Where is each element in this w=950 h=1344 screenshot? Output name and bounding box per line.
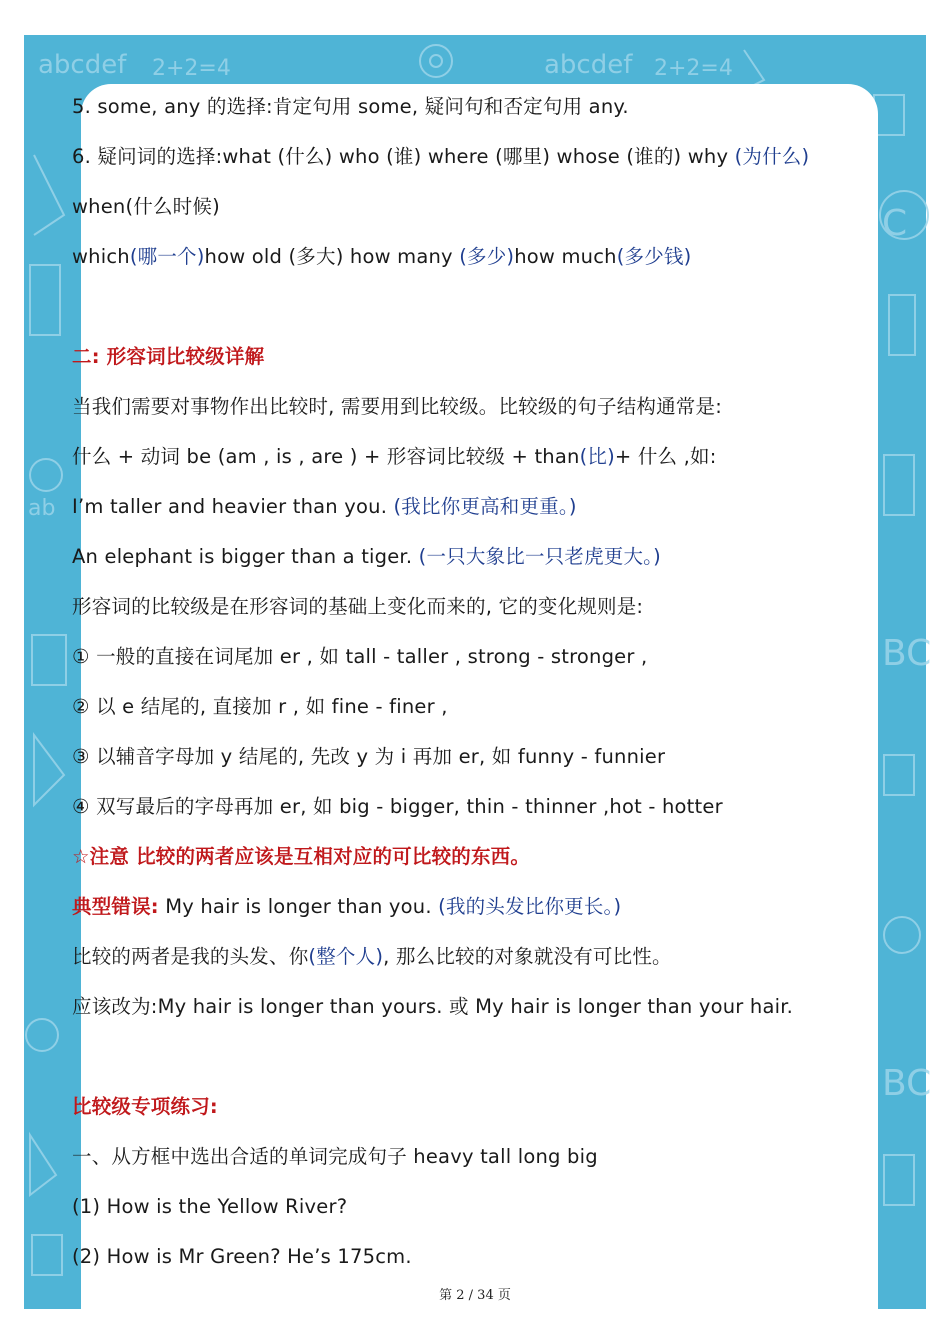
exercise-question <box>72 1232 872 1282</box>
svg-text:2+2=4: 2+2=4 <box>152 56 231 81</box>
translation-text: (哪一个) <box>129 245 205 268</box>
translation-text: (比) <box>579 445 615 468</box>
translation-text: (整个人) <box>308 945 384 968</box>
line-question-words: 6. 疑问词的选择:what (什么) who (谁) where (哪里) whose (谁的) why <box>72 145 735 168</box>
paragraph: 当我们需要对事物作出比较时, 需要用到比较级。比较级的句子结构通常是: <box>72 395 722 418</box>
error-example <box>72 882 872 932</box>
text-line <box>72 232 872 282</box>
text-fragment: ③ 以辅音字母加 y 结尾的, 先改 y 为 i 再加 er, 如 funny - funnier <box>72 745 666 768</box>
text-line <box>72 982 872 1032</box>
svg-text:C: C <box>882 203 908 244</box>
text-line <box>72 132 872 182</box>
translation-text: (我的头发比你更长。) <box>438 895 622 918</box>
text-fragment: ④ 双写最后的字母再加 er, 如 big - bigger, thin - thinner ,hot - hotter <box>72 795 723 818</box>
exercise-instruction: 一、从方框中选出合适的单词完成句子 heavy tall long big <box>72 1145 598 1168</box>
line-some-any: 5. some, any 的选择:肯定句用 some, 疑问句和否定句用 any. <box>72 95 629 118</box>
svg-text:2+2=4: 2+2=4 <box>654 56 733 81</box>
text-fragment: 什么 + 动词 be (am , is , are ) + 形容词比较级 + than <box>72 445 580 468</box>
note-heading: ☆注意 比较的两者应该是互相对应的可比较的东西。 <box>72 845 531 868</box>
section-heading: 二: 形容词比较级详解 <box>72 345 265 368</box>
translation-text: (我比你更高和更重。) <box>393 495 577 518</box>
translation-text: (多少钱) <box>616 245 692 268</box>
exercise-heading: 比较级专项练习: <box>72 1095 218 1118</box>
text-fragment: + 什么 ,如: <box>614 445 717 468</box>
paragraph: 形容词的比较级是在形容词的基础上变化而来的, 它的变化规则是: <box>72 595 644 618</box>
text-fragment: ② 以 e 结尾的, 直接加 r , 如 fine - finer , <box>72 695 448 718</box>
error-label: 典型错误: <box>72 895 159 918</box>
text-fragment: how old (多大) how many <box>204 245 460 268</box>
exercise-question <box>72 1182 872 1232</box>
paragraph: 应该改为:My hair is longer than yours. 或 My hair is longer than your hair. <box>72 995 794 1018</box>
rule-item <box>72 732 872 782</box>
text-fragment: 比较的两者是我的头发、你 <box>72 945 309 968</box>
rule-item <box>72 632 872 682</box>
rule-item <box>72 782 872 832</box>
text-fragment: which <box>72 245 130 268</box>
text-fragment: (1) How is the Yellow River? <box>72 1195 348 1218</box>
translation-text: (为什么) <box>734 145 810 168</box>
line-when: when(什么时候) <box>72 195 220 218</box>
text-line <box>72 82 872 132</box>
svg-text:ab: ab <box>28 496 56 521</box>
translation-text: (一只大象比一只老虎更大。) <box>418 545 661 568</box>
example-sentence <box>72 532 872 582</box>
svg-text:BC: BC <box>882 633 932 674</box>
text-line <box>72 932 872 982</box>
translation-text: (多少) <box>459 245 515 268</box>
svg-text:abcdef: abcdef <box>544 50 633 80</box>
text-fragment: ① 一般的直接在词尾加 er , 如 tall - taller , strong - stronger , <box>72 645 648 668</box>
page-number: 第 2 / 34 页 <box>439 1288 511 1303</box>
text-fragment: how much <box>514 245 617 268</box>
svg-text:BC: BC <box>882 1063 932 1104</box>
text-fragment: My hair is longer than you. <box>158 895 439 918</box>
text-line <box>72 432 872 482</box>
text-fragment: An elephant is bigger than a tiger. <box>72 545 419 568</box>
example-sentence <box>72 482 872 532</box>
document-body <box>72 82 872 1282</box>
svg-text:abcdef: abcdef <box>38 50 127 80</box>
rule-item <box>72 682 872 732</box>
text-fragment: I’m taller and heavier than you. <box>72 495 394 518</box>
text-line <box>72 582 872 632</box>
text-fragment: (2) How is Mr Green? He’s 175cm. <box>72 1245 412 1268</box>
text-line <box>72 1132 872 1182</box>
text-line <box>72 182 872 232</box>
text-line <box>72 382 872 432</box>
text-fragment: , 那么比较的对象就没有可比性。 <box>383 945 672 968</box>
